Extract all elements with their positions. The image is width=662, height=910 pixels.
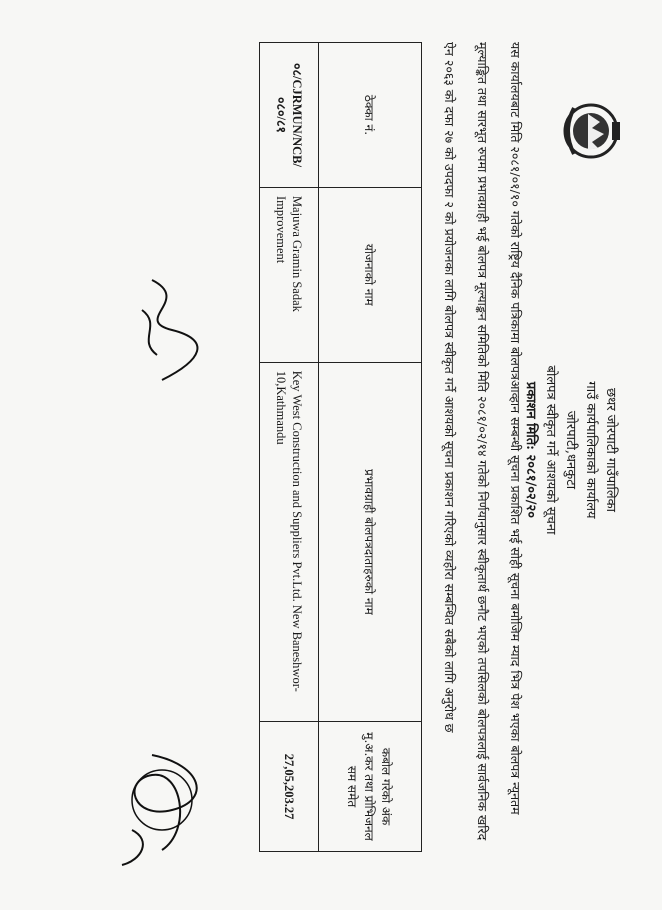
municipality-name: छथर जोरपाटी गाउँपालिका: [603, 387, 618, 513]
contract-no-cell: ०८/CJRMUN/NCB/ ०८०/८१: [260, 43, 319, 188]
office-address: जोरपाटी,धनकुटा: [563, 410, 578, 490]
bidder-name-cell: Key West Construction and Suppliers Pvt.Ltd. New Baneshwor-10,Kathmandu: [260, 362, 319, 721]
signature-left: [122, 270, 212, 390]
signature-right: [102, 740, 222, 880]
table-header-row: [319, 43, 422, 852]
col-contract-no: ठेक्का नं.: [319, 43, 422, 188]
office-name: गाउँ कार्यपालिकाको कार्यालय: [583, 381, 598, 519]
col-project-name: योजनाको नाम: [319, 187, 422, 362]
notice-title: बोलपत्र स्वीकृत गर्ने आशयको सूचना: [543, 365, 558, 535]
bid-amount-cell: 27,05,203.27: [260, 722, 319, 852]
notice-paragraph: यस कार्यालयबाट मिति २०८१/०१/१० गतेको राष्ट्रिय दैनिक पत्रिकामा बोलपत्रआव्हान सम्बन्धी सूचना प्रकाशित भई सोही सूचना बमोजिम म्याद भित्र पेश भएका बोलपत्र न्यूनतम मूल्याङ्कित तथा सारभूत रुपमा प्रभावग्राही भई बोलपत्र मूल्याङ्कन समितिको मिति २०८१/०२/१४ गतेको निर्णयानुसार स्वीकृतार्थ छनौट भएको तपसिलको बोलपत्रलाई सार्वजनिक खरिद ऐन २०६३ को दफा २७ को उपदफा २ को प्रयोजनका लागि बोलपत्र स्वीकृत गर्ने आशयको सूचना प्रकाशन गरिएको व्यहोरा सम्बन्धित सबैको लागि अनुरोध छ: [442, 42, 523, 841]
notice-body: [433, 42, 532, 852]
publication-date: प्रकाशन मिति: २०८१/०२/२०: [523, 381, 538, 519]
notice-sheet: [20, 20, 642, 890]
municipality-emblem-icon: [562, 100, 624, 162]
table-row: [260, 43, 319, 852]
col-bid-amount: कबोल गरेको अंक मु.अ.कर तथा प्रोभिजनल सम समेत: [319, 722, 422, 852]
notice-header: [520, 250, 620, 650]
project-name-cell: Majuwa Gramin Sadak Improvement: [260, 187, 319, 362]
col-bidder-name: प्रभावग्राही बोलपत्रदाताहरुको नाम: [319, 362, 422, 721]
award-table: [259, 42, 422, 852]
